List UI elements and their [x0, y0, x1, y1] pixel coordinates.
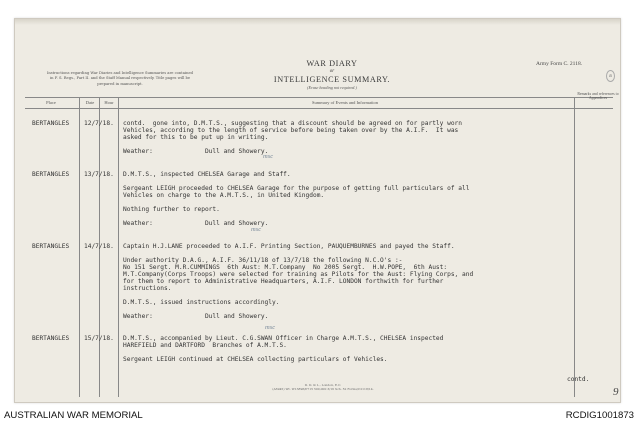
entry-line: contd. gone into, D.M.T.S., suggesting that a discount should be agreed on for partly worn: [123, 120, 462, 127]
entry-line: No 151 Sergt. M.R.CUMMINGS 6th Aust: M.T.Company No 2005 Sergt. H.W.POPE, 6th Aust:: [123, 264, 448, 271]
army-form-number: Army Form C. 2118.: [536, 61, 583, 67]
entry-line: Sergeant LEIGH continued at CHELSEA collecting particulars of Vehicles.: [123, 356, 388, 363]
entry-line: Vehicles, according to the length of service before being taken over by the A.I.F. It was: [123, 127, 459, 134]
entry-line: D.M.T.S., accompanied by Lieut. C.G.SWAN Officer in Charge A.M.T.S., CHELSEA inspected: [123, 335, 444, 342]
handwritten-annotation: msc: [263, 153, 274, 160]
entry-line: Vehicles on charge to the A.M.T.S., in United Kingdom.: [123, 192, 325, 199]
column-header-remarks: Remarks and references to Appendices: [577, 92, 619, 101]
header-bottom-rule: [25, 108, 613, 109]
entry-place: BERTANGLES: [32, 335, 70, 342]
entry-place: BERTANGLES: [32, 243, 70, 250]
column-header-summary: Summary of Events and Information: [312, 100, 378, 105]
archive-credit: AUSTRALIAN WAR MEMORIAL: [4, 410, 143, 421]
entry-date: 15/7/18.: [84, 335, 114, 342]
archive-reference: RCDIG1001873: [565, 410, 634, 421]
entry-line: M.T.Company(Corps Troops) were selected for training as Pilots for the Aust: Flying Corps, and: [123, 271, 474, 278]
printer-stamp-line: D. D. & L., London, E.C.: [304, 383, 342, 387]
handwritten-annotation: msc: [251, 226, 262, 233]
entry-line: Sergeant LEIGH proceeded to CHELSEA Garage for the purpose of getting full particulars of all: [123, 185, 470, 192]
title-intelligence-summary: INTELLIGENCE SUMMARY.: [273, 75, 391, 84]
column-header-place: Place: [46, 100, 56, 105]
entry-date: 14/7/18.: [84, 243, 114, 250]
entry-date: 12/7/18.: [84, 120, 114, 127]
entry-line: Weather: Dull and Showery.: [123, 220, 269, 227]
entry-line: Weather: Dull and Showery.: [123, 148, 269, 155]
diary-page: [14, 18, 621, 403]
column-rule-hour: [118, 97, 119, 397]
entry-line: D.M.T.S., issued instructions accordingly.: [123, 299, 280, 306]
column-header-hour: Hour: [104, 100, 114, 105]
printer-stamp: [243, 383, 403, 391]
entry-line: D.M.T.S., inspected CHELSEA Garage and Staff.: [123, 171, 291, 178]
entry-place: BERTANGLES: [32, 171, 70, 178]
instructions-note: Instructions regarding War Diaries and Intelligence Summaries are contained in F. S. Regs., Part II. and the Staff Manual respectively. Title pages will be prepared in manuscript.: [46, 71, 194, 86]
entry-place: BERTANGLES: [32, 120, 70, 127]
column-rule-place: [79, 97, 80, 397]
corner-annotation-mark: a: [606, 70, 615, 82]
handwritten-annotation: msc: [265, 324, 276, 331]
entry-line: for them to report to Administrative Headquarters, A.I.F. LONDON forthwith for further: [123, 278, 444, 285]
entry-line: Under authority D.A.G., A.I.F. 36/11/18 of 13/7/18 the following N.C.O's :-: [123, 257, 403, 264]
page-number: 9: [613, 386, 619, 398]
title-or: or: [329, 69, 335, 74]
entry-line: asked for this to be put up in writing.: [123, 134, 269, 141]
entry-line: instructions.: [123, 285, 172, 292]
diary-title: [247, 59, 417, 90]
column-header-date: Date: [85, 100, 95, 105]
column-rule-summary: [574, 97, 575, 397]
header-top-rule: [25, 97, 613, 98]
entry-line: Captain H.J.LANE proceeded to A.I.F. Printing Section, PAUQUEMBURNES and payed the Staff.: [123, 243, 455, 250]
entry-line: Weather: Dull and Showery.: [123, 313, 269, 320]
entry-line: HAREFIELD and DARTFORD Branches of A.M.T.S.: [123, 342, 287, 349]
continued-note: contd.: [567, 376, 590, 383]
printer-stamp-line: (A6945) Wt. W13896/P715 500,000 3/16 Sch. 52 Forms/C2118/14.: [272, 387, 374, 391]
title-war-diary: WAR DIARY: [306, 59, 358, 68]
entry-line: Nothing further to report.: [123, 206, 220, 213]
entry-date: 13/7/18.: [84, 171, 114, 178]
title-note: (Erase heading not required.): [307, 85, 357, 90]
